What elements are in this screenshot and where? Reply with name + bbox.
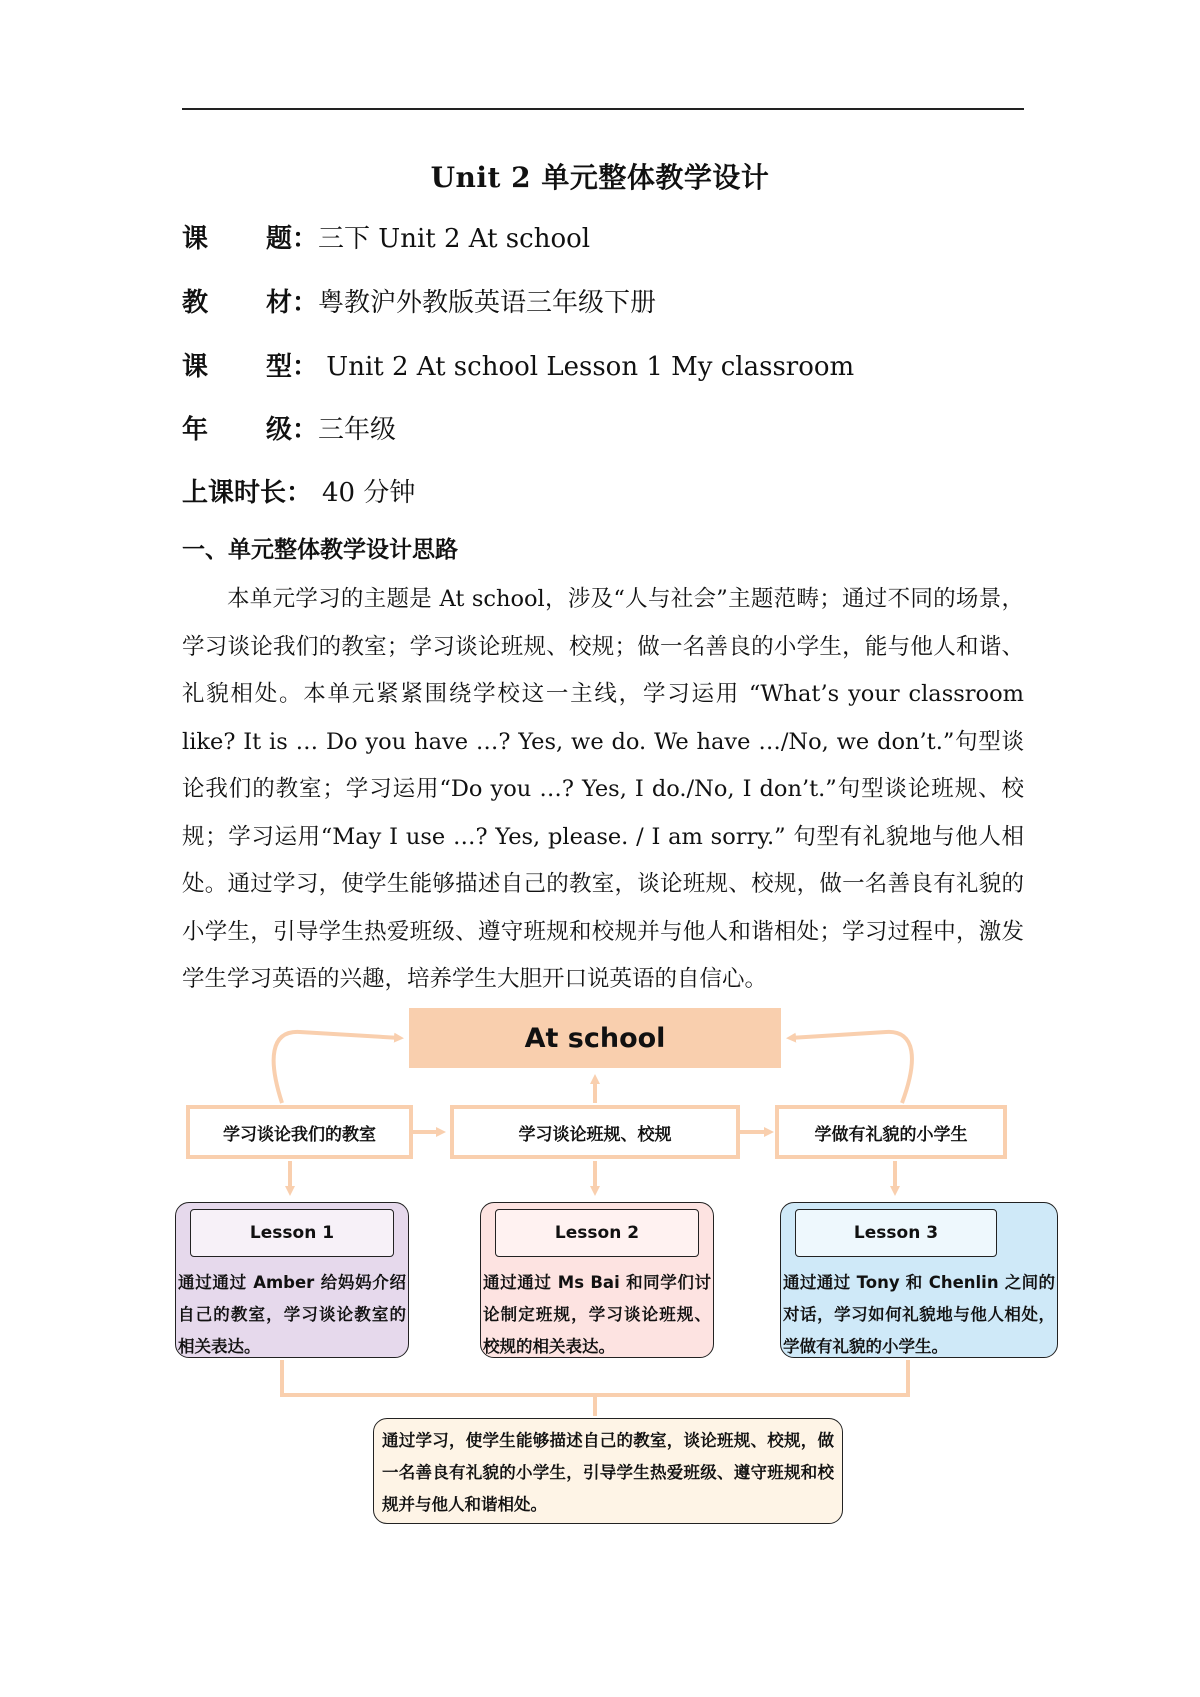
meta-row-duration (182, 476, 415, 510)
meta-row-type (182, 350, 854, 384)
lesson-title-3: Lesson 3 (795, 1209, 997, 1257)
meta-row-textbook (182, 286, 656, 320)
lesson-card-3 (780, 1202, 1058, 1358)
meta-key-a: 年 (182, 415, 209, 445)
goal-box-polite: 学做有礼貌的小学生 (775, 1105, 1007, 1159)
meta-value-duration: 40 分钟 (322, 478, 416, 508)
meta-key-duration: 上课时长： (182, 478, 313, 508)
lesson-card-1 (175, 1202, 409, 1358)
header-rule (182, 108, 1024, 110)
meta-value: 粤教沪外教版英语三年级下册 (318, 288, 657, 318)
bracket-line (282, 1360, 908, 1395)
summary-box: 通过学习，使学生能够描述自己的教室，谈论班规、校规，做一名善良有礼貌的小学生，引导学生热爱班级、遵守班规和校规并与他人和谐相处。 (373, 1418, 843, 1524)
at-school-box: At school (409, 1008, 781, 1068)
lesson-desc-1: 通过通过 Amber 给妈妈介绍自己的教室，学习谈论教室的相关表达。 (178, 1273, 406, 1356)
meta-key-b: 题： (266, 224, 319, 254)
meta-value: Unit 2 At school Lesson 1 My classroom (318, 352, 855, 382)
meta-row-grade (182, 413, 396, 447)
meta-key-a: 教 (182, 288, 209, 318)
meta-key-a: 课 (182, 224, 209, 254)
curve-arrow-right (790, 1032, 912, 1103)
meta-key-a: 课 (182, 352, 209, 382)
goal-box-rules: 学习谈论班规、校规 (450, 1105, 740, 1159)
meta-key-b: 材： (266, 288, 319, 318)
page-title: Unit 2 单元整体教学设计 (430, 161, 770, 194)
section-heading: 一、单元整体教学设计思路 (182, 537, 458, 563)
lesson-card-2 (480, 1202, 714, 1358)
meta-value: 三下 Unit 2 At school (318, 224, 591, 254)
design-paragraph: 本单元学习的主题是 At school，涉及“人与社会”主题范畴；通过不同的场景，学习谈论我们的教室；学习谈论班规、校规；做一名善良的小学生，能与他人和谐、礼貌相处。本单元紧紧围绕学校这一主线，学习运用 “What’s your classroom like? It is … Do you have …? Yes, we do. We have …/No, we don’t.”句型谈论我们的教室；学习运用“Do you …? Yes, I do./No, I don’t.”句型谈论班规、校规；学习运用“May I use …? Yes, please. / I am sorry.” 句型有礼貌地与他人相处。通过学习，使学生能够描述自己的教室，谈论班规、校规，做一名善良有礼貌的小学生，引导学生热爱班级、遵守班规和校规并与他人和谐相处；学习过程中，激发学生学习英语的兴趣，培养学生大胆开口说英语的自信心。 (182, 586, 1024, 992)
lesson-desc-2: 通过通过 Ms Bai 和同学们讨论制定班规，学习谈论班规、校规的相关表达。 (483, 1273, 711, 1356)
meta-key-b: 级： (266, 415, 319, 445)
meta-key-b: 型： (266, 352, 319, 382)
lesson-title-2: Lesson 2 (495, 1209, 699, 1257)
curve-arrow-left (274, 1032, 400, 1103)
meta-value: 三年级 (318, 415, 397, 445)
lesson-title-1: Lesson 1 (190, 1209, 394, 1257)
goal-box-classroom: 学习谈论我们的教室 (186, 1105, 413, 1159)
meta-row-topic (182, 222, 590, 256)
lesson-desc-3: 通过通过 Tony 和 Chenlin 之间的对话，学习如何礼貌地与他人相处，学做有礼貌的小学生。 (783, 1273, 1055, 1356)
